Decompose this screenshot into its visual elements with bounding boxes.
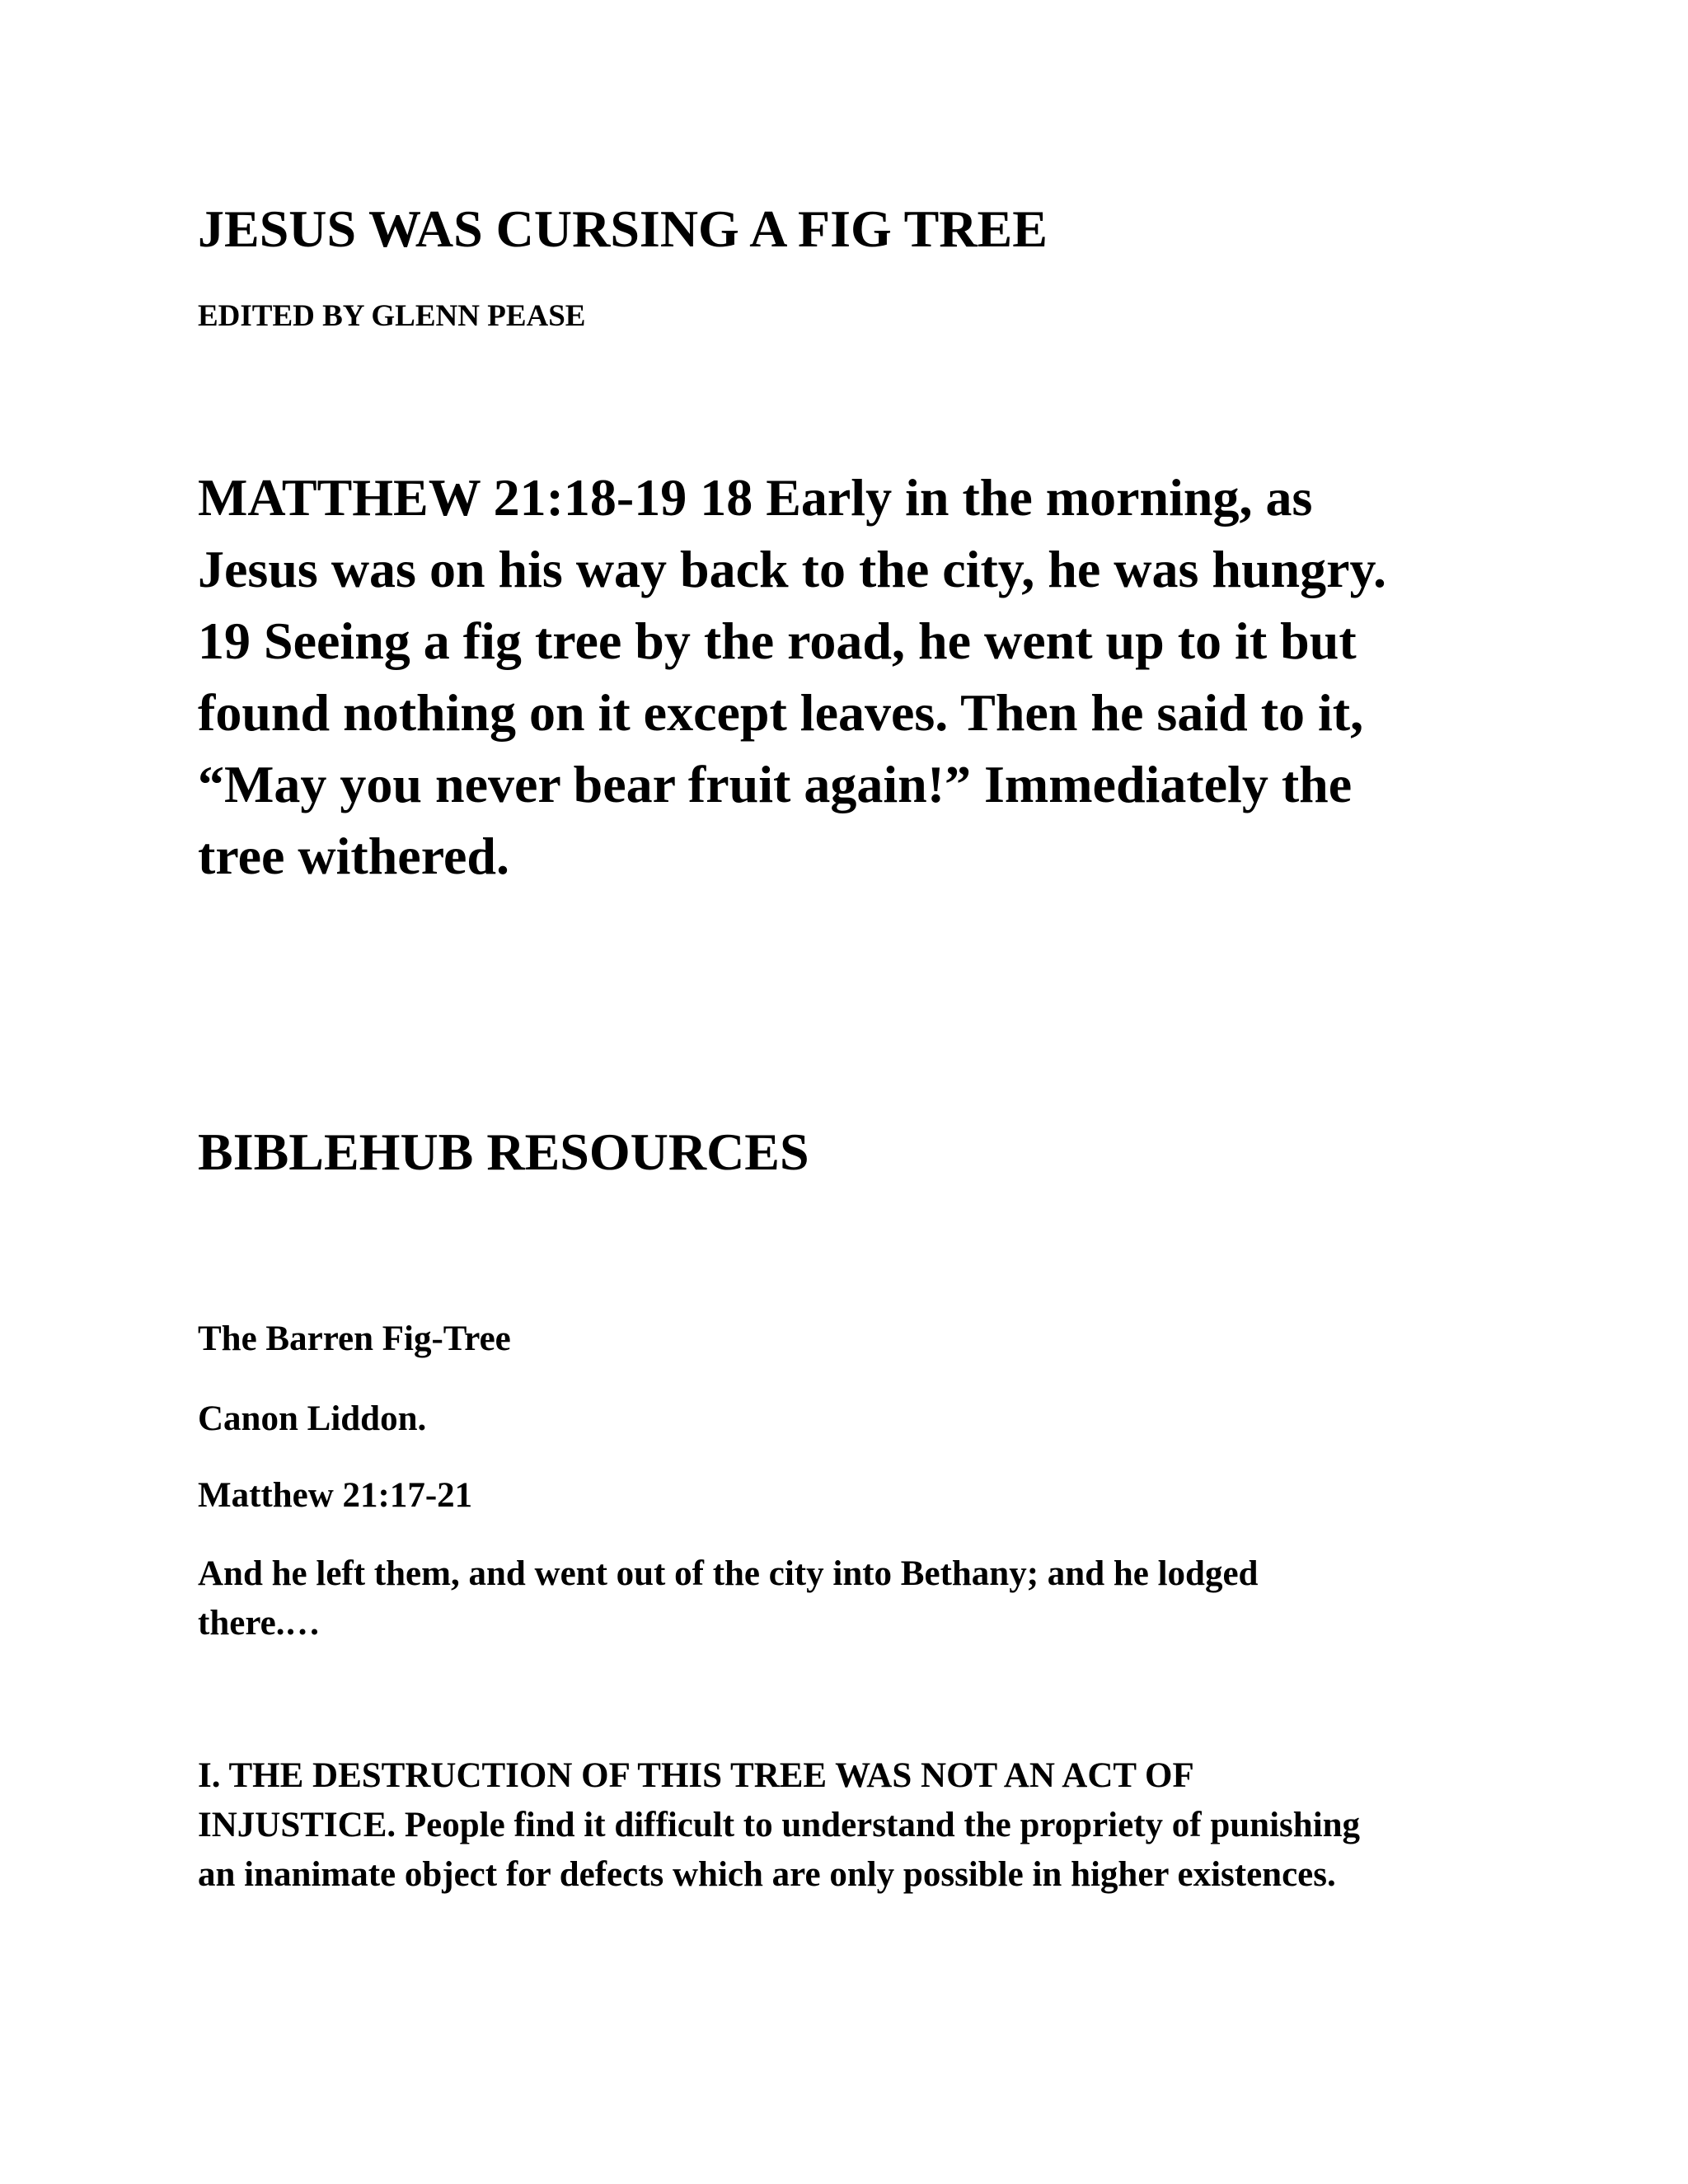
sermon-point <box>198 1751 1533 1900</box>
scripture-line: 19 Seeing a fig tree by the road, he went up to it but <box>198 612 1357 670</box>
sermon-quote <box>198 1549 1484 1648</box>
section-heading: BIBLEHUB RESOURCES <box>198 1122 809 1181</box>
point-line: an inanimate object for defects which are only possible in higher existences. <box>198 1855 1336 1894</box>
scripture-line: found nothing on it except leaves. Then he said to it, <box>198 683 1364 742</box>
quote-line: And he left them, and went out of the city into Bethany; and he lodged <box>198 1554 1259 1593</box>
document-title: JESUS WAS CURSING A FIG TREE <box>198 199 1048 258</box>
sermon-title: The Barren Fig-Tree <box>198 1319 511 1358</box>
scripture-line: tree withered. <box>198 827 509 885</box>
scripture-passage <box>198 462 1484 892</box>
scripture-line: MATTHEW 21:18-19 18 Early in the morning, as <box>198 468 1313 527</box>
point-line: INJUSTICE. People find it difficult to understand the propriety of punishing <box>198 1806 1361 1844</box>
sermon-author: Canon Liddon. <box>198 1399 427 1438</box>
quote-line: there.… <box>198 1604 321 1643</box>
sermon-reference: Matthew 21:17-21 <box>198 1476 473 1515</box>
scripture-line: “May you never bear fruit again!” Immediately the <box>198 755 1353 813</box>
byline: EDITED BY GLENN PEASE <box>198 299 586 333</box>
point-line: I. THE DESTRUCTION OF THIS TREE WAS NOT AN ACT OF <box>198 1756 1194 1795</box>
scripture-line: Jesus was on his way back to the city, he was hungry. <box>198 540 1386 598</box>
